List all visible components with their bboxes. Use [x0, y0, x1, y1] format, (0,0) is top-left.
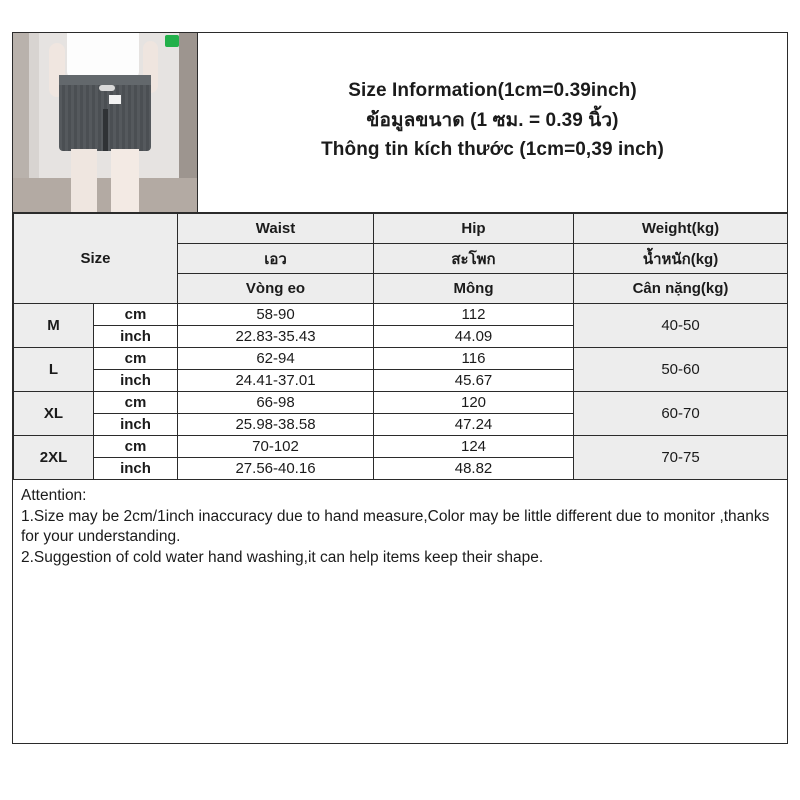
photo-floor	[13, 178, 197, 212]
col-header-hip-vi: Mông	[374, 274, 574, 304]
row-2xl-waist-inch: 27.56-40.16	[178, 458, 374, 480]
product-photo	[13, 33, 198, 212]
row-m-hip-inch: 44.09	[374, 326, 574, 348]
row-l-unit-cm: cm	[94, 348, 178, 370]
row-m-waist-cm: 58-90	[178, 304, 374, 326]
title-line-en: Size Information(1cm=0.39inch)	[348, 79, 637, 101]
title-line-th: ข้อมูลขนาด (1 ซม. = 0.39 นิ้ว)	[366, 109, 619, 131]
row-l-weight: 50-60	[574, 348, 788, 392]
photo-model-top	[67, 33, 139, 81]
photo-shorts-drawstring	[99, 85, 115, 91]
row-l-waist-cm: 62-94	[178, 348, 374, 370]
row-xl-weight: 60-70	[574, 392, 788, 436]
row-size-2xl: 2XL	[14, 436, 94, 480]
col-header-hip-en: Hip	[374, 214, 574, 244]
table-header-row-en	[14, 214, 788, 244]
row-xl-unit-cm: cm	[94, 392, 178, 414]
row-m-unit-inch: inch	[94, 326, 178, 348]
col-header-weight-en: Weight(kg)	[574, 214, 788, 244]
table-row	[14, 304, 788, 326]
row-2xl-hip-cm: 124	[374, 436, 574, 458]
row-xl-waist-inch: 25.98-38.58	[178, 414, 374, 436]
col-header-weight-th: น้ำหนัก(kg)	[574, 244, 788, 274]
photo-model-leg-left	[71, 149, 97, 212]
row-xl-hip-inch: 47.24	[374, 414, 574, 436]
size-header-cell: Size	[14, 214, 178, 304]
col-header-waist-vi: Vòng eo	[178, 274, 374, 304]
size-table	[13, 213, 788, 480]
attention-heading: Attention:	[21, 487, 87, 504]
col-header-hip-th: สะโพก	[374, 244, 574, 274]
attention-block	[13, 480, 787, 743]
table-row	[14, 392, 788, 414]
row-2xl-hip-inch: 48.82	[374, 458, 574, 480]
row-2xl-waist-cm: 70-102	[178, 436, 374, 458]
col-header-weight-vi: Cân nặng(kg)	[574, 274, 788, 304]
row-m-weight: 40-50	[574, 304, 788, 348]
row-l-hip-cm: 116	[374, 348, 574, 370]
photo-shorts-waistband	[59, 75, 151, 85]
photo-model-leg-right	[111, 149, 139, 212]
row-2xl-weight: 70-75	[574, 436, 788, 480]
row-l-unit-inch: inch	[94, 370, 178, 392]
green-marker-icon	[165, 35, 179, 47]
photo-shorts-label	[109, 95, 121, 104]
row-xl-unit-inch: inch	[94, 414, 178, 436]
row-m-unit-cm: cm	[94, 304, 178, 326]
row-size-xl: XL	[14, 392, 94, 436]
table-row	[14, 348, 788, 370]
row-2xl-unit-cm: cm	[94, 436, 178, 458]
title-line-vi: Thông tin kích thước (1cm=0,39 inch)	[321, 139, 664, 161]
header-band	[13, 33, 787, 213]
row-size-l: L	[14, 348, 94, 392]
row-m-waist-inch: 22.83-35.43	[178, 326, 374, 348]
row-l-hip-inch: 45.67	[374, 370, 574, 392]
title-block	[198, 33, 787, 212]
col-header-waist-en: Waist	[178, 214, 374, 244]
size-chart-sheet	[12, 32, 788, 744]
attention-line-2: 2.Suggestion of cold water hand washing,it can help items keep their shape.	[21, 548, 544, 566]
row-m-hip-cm: 112	[374, 304, 574, 326]
row-2xl-unit-inch: inch	[94, 458, 178, 480]
row-size-m: M	[14, 304, 94, 348]
attention-line-1: 1.Size may be 2cm/1inch inaccuracy due to hand measure,Color may be little different due to monitor ,thanks for your understanding.	[21, 507, 770, 546]
col-header-waist-th: เอว	[178, 244, 374, 274]
row-l-waist-inch: 24.41-37.01	[178, 370, 374, 392]
row-xl-waist-cm: 66-98	[178, 392, 374, 414]
table-row	[14, 436, 788, 458]
row-xl-hip-cm: 120	[374, 392, 574, 414]
